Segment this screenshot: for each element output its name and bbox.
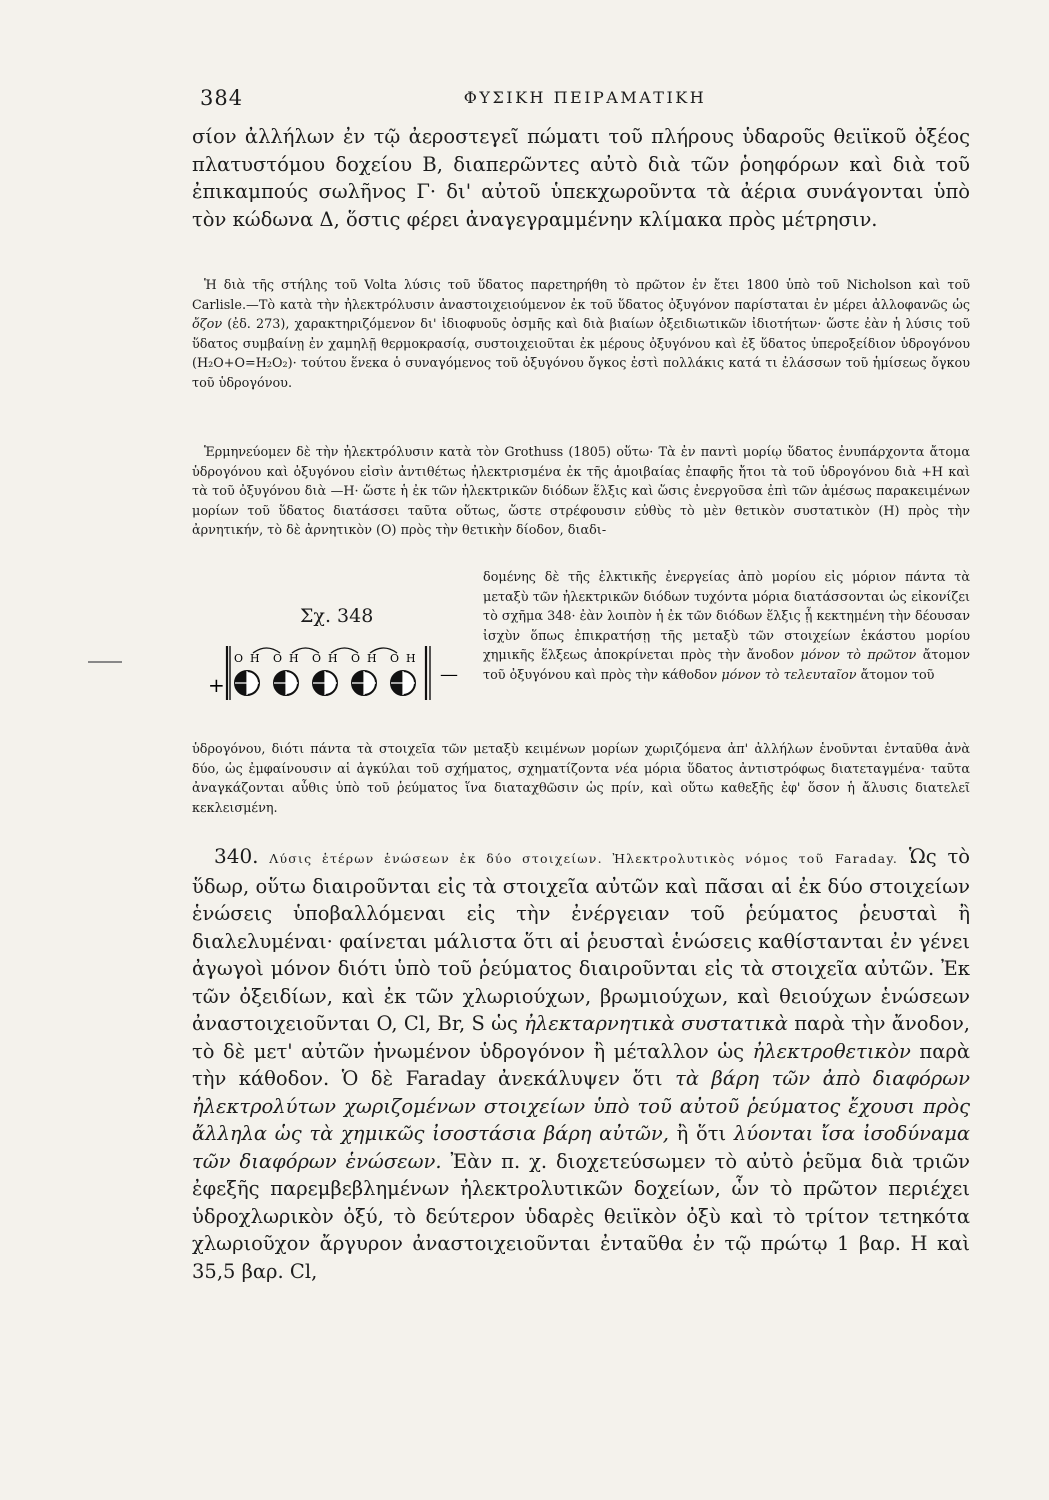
footnote-grothuss-rest — [192, 740, 970, 818]
positive-pole-sign: + — [208, 673, 225, 697]
water-molecule — [273, 652, 299, 695]
page-header — [200, 86, 970, 116]
water-molecule — [234, 652, 260, 695]
continuation-paragraph — [192, 123, 970, 233]
section-text-5: Ἐὰν π. χ. διοχετεύσωμεν τὸ αὐτὸ ῥεῦμα διὰ τριῶν ἐφεξῆς παρεμβεβλημένων ἠλεκτρολυτικῶν δοχείων, ὧν τὸ πρῶτον περιέχει ὑδροχλωρικὸν ὀξύ, τὸ δεύτερον ὑδαρὲς θειϊκὸν ὀξὺ καὶ τὸ τρίτον τετηκότα χλωριοῦχον ἄργυρον ἀναστοιχειοῦνται ἐνταῦθα ἐν τῷ πρώτῳ 1 βαρ. H καὶ 35,5 βαρ. Cl, — [192, 1149, 970, 1283]
page-number: 384 — [200, 86, 244, 110]
flank-text-2: ἄτομον τοῦ ὀξυγόνου καὶ πρὸς τὴν κάθοδον — [483, 648, 971, 683]
water-molecule — [351, 652, 377, 695]
continuation-text: σίον ἀλλήλων ἐν τῷ ἀεροστεγεῖ πώματι τοῦ πλήρους ὑδαροῦς θειϊκοῦ ὀξέος πλατυστόμου δοχείου Β, διαπερῶντες αὐτὸ διὰ τῶν ῥοηφόρων καὶ διὰ τοῦ ἐπικαμπούς σωλῆνος Γ· δι' αὐτοῦ ὑπεκχωροῦντα τὰ ἀέρια συνάγονται ὑπὸ τὸν κώδωνα Δ, ὅστις φέρει ἀναγεγραμμένην κλίμακα πρὸς μέτρησιν. — [192, 125, 970, 231]
oxygen-label: O — [312, 652, 322, 665]
section-heading: Λύσις ἑτέρων ἑνώσεων ἐκ δύο στοιχείων. Ἠλεκτρολυτικὸς νόμος τοῦ — [269, 851, 825, 866]
section-text-4: ἢ ὅτι — [676, 1122, 727, 1145]
flank-italic-first: μόνον τὸ πρῶτον — [800, 648, 917, 664]
footnote-grothuss — [192, 443, 970, 541]
section-340 — [192, 843, 970, 1285]
section-text-1: Ὡς τὸ ὕδωρ, οὕτω διαιροῦνται εἰς τὰ στοιχεῖα αὐτῶν καὶ πᾶσαι αἱ ἐκ δύο στοιχείων ἑνώσεις ὑποβαλλόμεναι εἰς τὴν ἐνέργειαν τοῦ ῥεύματος ῥευσταὶ ἢ διαλελυμέναι· φαίνεται μάλιστα ὅτι αἱ ῥευσταὶ ἑνώσεις καθίστανται ἐν γένει ἀγωγοὶ μόνον διότι ὑπὸ τοῦ ῥεύματος διαιροῦνται εἰς τὰ στοιχεῖα αὐτῶν. Ἐκ τῶν ὀξειδίων, καὶ ἐκ τῶν χλωριούχων, βρωμιούχων, καὶ θειούχων ἑνώσεων ἀναστοιχειοῦνται O, Cl, Br, S ὡς — [192, 845, 970, 1035]
section-italic-1: ἠλεκταρνητικὰ συστατικὰ — [524, 1012, 788, 1035]
figure-flank-text — [483, 568, 970, 686]
section-text-2: παρὰ τὴν ἄνοδον, τὸ δὲ μετ' αὐτῶν ἡνωμένον ὑδρογόνον ἢ μέταλλον ὡς — [192, 1012, 970, 1063]
note2-rest: ὑδρογόνου, διότι πάντα τὰ στοιχεῖα τῶν μεταξὺ κειμένων μορίων χωριζόμενα ἀπ' ἀλλήλων ἑνοῦνται ἐνταῦθα ἀνὰ δύο, ὡς ἐμφαίνουσιν αἱ ἀγκύλαι τοῦ σχήματος, σχηματίζοντα νέα μόρια ὕδατος ἀντιστρόφως διατεταγμένα· ταῦτα ἀναγκάζονται αὖθις ὑπὸ τοῦ ῥεύματος ἵνα διαταχθῶσιν ὡς πρίν, καὶ οὕτω καθεξῆς ἐφ' ὅσον ἡ ἄλυσις διατελεῖ κεκλεισμένη. — [192, 742, 970, 816]
section-number: 340. — [214, 844, 259, 868]
oxygen-label: O — [273, 652, 283, 665]
margin-mark — [88, 661, 122, 663]
section-text-3: παρὰ τὴν κάθοδον. Ὁ δὲ Faraday ἀνεκάλυψεν ὅτι — [192, 1039, 970, 1090]
flank-text: δομένης δὲ τῆς ἑλκτικῆς ἐνεργείας ἀπὸ μορίου εἰς μόριον πάντα τὰ μεταξὺ τῶν ἠλεκτρικῶν διόδων τυχόντα μόρια διατάσσονται ὡς εἰκονίζει τὸ σχῆμα 348· ἐὰν λοιπὸν ἡ ἐκ τῶν διόδων ἕλξις ᾖ κεκτημένη τὴν δέουσαν ἰσχὺν ὅπως ἐπικρατήσῃ τῆς μεταξὺ τῶν στοιχείων ἑκάστου μορίου χημικῆς ἕλξεως ἀποκρίνεται πρὸς τὴν ἄνοδον — [483, 570, 970, 664]
hydrogen-label: H — [289, 652, 299, 665]
oxygen-label: O — [234, 652, 244, 665]
note1-text2: (ἐδ. 273), χαρακτηριζόμενον δι' ἰδιοφυοῦς ὀσμῆς καὶ διὰ βιαίων ὀξειδιωτικῶν ἰδιοτήτων· ὥστε ἐὰν ἡ λύσις τοῦ ὕδατος συμβαίνῃ ἐν χαμηλῇ θερμοκρασίᾳ, συστοιχειοῦται ἐκ μέρους ὀξυγόνου καὶ ἐξ ὕδατος ὑπεροξείδιον ὑδρογόνου (H₂O+O=H₂O₂)· τούτου ἕνεκα ὁ συναγόμενος τοῦ ὀξυγόνου ὄγκος ἐστὶ πολλάκις κατά τι ἐλάσσων τοῦ ἡμίσεως ὄγκου τοῦ ὑδρογόνου. — [192, 317, 970, 391]
hydrogen-label: H — [367, 652, 377, 665]
figure-label: Σχ. 348 — [300, 605, 374, 627]
oxygen-label: O — [390, 652, 400, 665]
section-italic-3: τὰ βάρη τῶν ἀπὸ διαφόρων ἠλεκτρολύτων χωριζομένων στοιχείων ὑπὸ τοῦ αὐτοῦ ῥεύματος ἔχουσι πρὸς ἄλληλα ὡς τὰ χημικῶς ἰσοστάσια βάρη αὐτῶν, — [192, 1067, 970, 1145]
flank-text-3: ἄτομον τοῦ — [860, 667, 935, 683]
water-molecule — [390, 652, 416, 695]
oxygen-label: O — [351, 652, 361, 665]
running-title: ΦΥΣΙΚΗ ΠΕΙΡΑΜΑΤΙΚΗ — [463, 88, 707, 107]
note2-text: Ἑρμηνεύομεν δὲ τὴν ἠλεκτρόλυσιν κατὰ τὸν Grothuss (1805) οὕτω· Τὰ ἐν παντὶ μορίῳ ὕδατος ἐνυπάρχοντα ἄτομα ὑδρογόνου καὶ ὀξυγόνου εἰσὶν ἀντιθέτως ἠλεκτρισμένα ἐκ τῆς ἀμοιβαίας ἐπαφῆς ἤτοι τὰ τοῦ ὑδρογόνου διὰ +H καὶ τὰ τοῦ ὀξυγόνου διὰ —H· ὥστε ἡ ἐκ τῶν ἠλεκτρικῶν διόδων ἕλξις καὶ ὥσις ἐνεργοῦσα ἐπὶ τῶν ἀμέσως παρακειμένων μορίων τοῦ ὕδατος διατάσσει ταῦτα οὕτως, ὥστε στρέφουσιν εὐθὺς τὸ μὲν θετικὸν συστατικὸν (H) πρὸς τὴν ἀρνητικήν, τὸ δὲ ἀρνητικὸν (O) πρὸς τὴν θετικὴν δίοδον, διαδι- — [192, 445, 970, 539]
flank-italic-last: μόνον τὸ τελευταῖον — [721, 667, 857, 683]
molecule-chain — [234, 648, 416, 695]
note1-text: Ἡ διὰ τῆς στήλης τοῦ Volta λύσις τοῦ ὕδατος παρετηρήθη τὸ πρῶτον ἐν ἔτει 1800 ὑπὸ τοῦ Nicholson καὶ τοῦ Carlisle.—Τὸ κατὰ τὴν ἠλεκτρόλυσιν ἀναστοιχειούμενον ἐκ τοῦ ὕδατος ὀξυγόνον παρίσταται ἐν μέρει ἀλλοφανῶς ὡς — [192, 278, 970, 313]
section-italic-2: ἠλεκτροθετικὸν — [752, 1039, 911, 1063]
hydrogen-label: H — [406, 652, 416, 665]
note1-ozon: ὄζον — [192, 317, 223, 333]
hydrogen-label: H — [328, 652, 338, 665]
section-italic-4: λύονται ἴσα ἰσοδύναμα τῶν διαφόρων ἑνώσεων. — [192, 1122, 970, 1173]
figure-348 — [204, 640, 464, 710]
water-molecule — [312, 652, 338, 695]
section-heading-name: Faraday. — [834, 851, 899, 866]
hydrogen-label: H — [250, 652, 260, 665]
negative-pole-sign: — — [440, 664, 458, 685]
footnote-volta — [192, 276, 970, 394]
